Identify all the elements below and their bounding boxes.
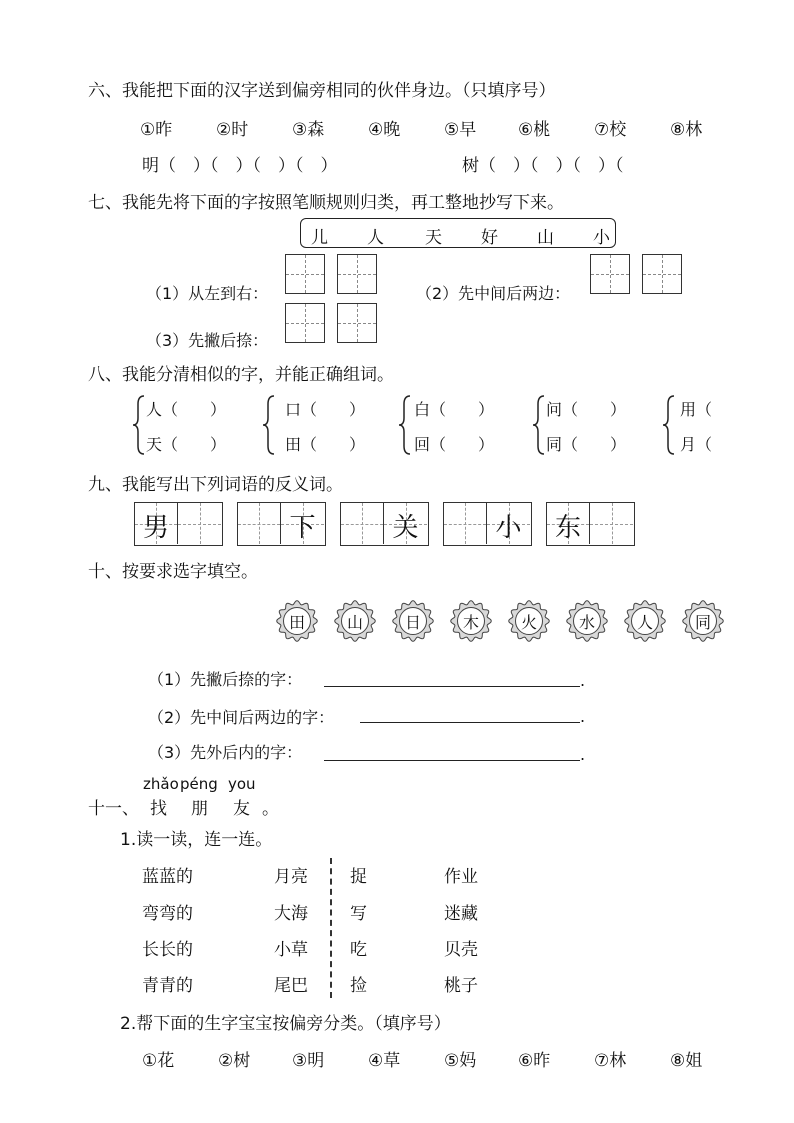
box-char: 东	[554, 513, 581, 543]
badge-char: 木	[462, 613, 479, 632]
char-item: 好	[481, 228, 498, 248]
match-word[interactable]: 作业	[444, 867, 478, 887]
box-char: 下	[289, 513, 316, 543]
char-item: 小	[593, 228, 610, 248]
match-word[interactable]: 月亮	[274, 867, 308, 887]
antonym-box[interactable]	[340, 502, 429, 546]
char-badge	[682, 600, 724, 642]
char-item: 儿	[311, 228, 328, 248]
pinyin: péng	[180, 775, 218, 793]
match-word[interactable]: 大海	[274, 904, 308, 924]
badge-char: 人	[636, 613, 653, 632]
box-char: 关	[392, 513, 419, 543]
char-badge	[392, 600, 434, 642]
brace-icon	[262, 394, 276, 456]
char-item: 天	[425, 228, 442, 248]
box-char: 男	[142, 513, 169, 543]
word-blank[interactable]: 人（ ）	[146, 400, 227, 419]
char-item: 人	[367, 228, 384, 248]
antonym-box[interactable]	[546, 502, 635, 546]
antonym-box[interactable]	[237, 502, 326, 546]
option-item: ②树	[218, 1051, 251, 1071]
match-word[interactable]: 捡	[350, 976, 367, 996]
char-badge	[508, 600, 550, 642]
char-badge	[450, 600, 492, 642]
title-char: 找	[150, 799, 167, 819]
option-item: ①昨	[140, 120, 173, 140]
badge-char: 山	[346, 613, 363, 632]
char-badge	[276, 600, 318, 642]
period: .	[580, 745, 586, 764]
char-item: 山	[537, 228, 554, 248]
writing-grid[interactable]	[285, 303, 325, 343]
match-word[interactable]: 迷藏	[444, 904, 478, 924]
section-7-title: 七、我能先将下面的字按照笔顺规则归类，再工整地抄写下来。	[88, 193, 564, 213]
match-word[interactable]: 蓝蓝的	[142, 867, 193, 887]
prompt-left-to-right: （1）从左到右：	[146, 284, 269, 303]
option-item: ⑦校	[594, 120, 627, 140]
match-word[interactable]: 捉	[350, 867, 367, 887]
match-word[interactable]: 弯弯的	[142, 904, 193, 924]
option-item: ⑧姐	[670, 1051, 703, 1071]
option-item: ④草	[368, 1051, 401, 1071]
char-badge	[566, 600, 608, 642]
answer-line[interactable]	[324, 760, 580, 761]
brace-icon	[662, 394, 676, 456]
title-char: 朋	[191, 799, 208, 819]
title-period: 。	[262, 799, 279, 819]
section-11-number: 十一、	[88, 799, 139, 819]
badge-char: 火	[520, 613, 537, 632]
option-item: ⑧林	[670, 120, 703, 140]
badge-char: 同	[694, 613, 711, 632]
option-item: ⑤早	[444, 120, 477, 140]
section-8-title: 八、我能分清相似的字，并能正确组词。	[88, 365, 394, 385]
period: .	[580, 671, 586, 690]
section-9-title: 九、我能写出下列词语的反义词。	[88, 475, 343, 495]
option-item: ④晚	[368, 120, 401, 140]
prompt-outside-first-chars: （3）先外后内的字：	[148, 743, 303, 762]
match-word[interactable]: 青青的	[142, 976, 193, 996]
match-word[interactable]: 长长的	[142, 940, 193, 960]
option-item: ②时	[216, 120, 249, 140]
option-item: ③明	[292, 1051, 325, 1071]
char-badge	[624, 600, 666, 642]
badge-char: 日	[404, 613, 421, 632]
word-blank[interactable]: 天（ ）	[146, 435, 227, 454]
ming-answer-row[interactable]: 明（ ）（ ）（ ）（ ）	[142, 156, 338, 176]
section-10-title: 十、按要求选字填空。	[88, 562, 258, 582]
match-word[interactable]: 吃	[350, 940, 367, 960]
match-word[interactable]: 桃子	[444, 976, 478, 996]
brace-icon	[132, 394, 146, 456]
prompt-pie-then-na: （3）先撇后捺：	[146, 331, 269, 350]
badge-char: 田	[288, 613, 305, 632]
prompt-middle-first-chars: （2）先中间后两边的字：	[148, 708, 335, 727]
char-badge	[334, 600, 376, 642]
pinyin: you	[228, 775, 256, 793]
section-6-title: 六、我能把下面的汉字送到偏旁相同的伙伴身边。（只填序号）	[88, 81, 556, 101]
option-item: ⑥昨	[518, 1051, 551, 1071]
answer-line[interactable]	[360, 722, 580, 723]
word-blank[interactable]: 口（ ）	[285, 400, 366, 419]
box-char: 小	[495, 513, 522, 543]
period: .	[580, 707, 586, 726]
sub-question-2: 2.帮下面的生字宝宝按偏旁分类。（填序号）	[120, 1014, 451, 1034]
match-word[interactable]: 贝壳	[444, 940, 478, 960]
word-blank[interactable]: 用（	[680, 400, 713, 419]
antonym-box[interactable]	[443, 502, 532, 546]
word-blank[interactable]: 白（ ）	[414, 400, 495, 419]
writing-grid[interactable]	[337, 254, 377, 294]
antonym-box[interactable]	[134, 502, 223, 546]
prompt-middle-first: （2）先中间后两边：	[416, 284, 571, 303]
option-item: ③森	[292, 120, 325, 140]
writing-grid[interactable]	[285, 254, 325, 294]
word-blank[interactable]: 回（ ）	[414, 435, 495, 454]
shu-answer-row[interactable]: 树（ ）（ ）（ ）（	[462, 156, 624, 176]
divider	[330, 858, 332, 998]
word-blank[interactable]: 田（ ）	[285, 435, 366, 454]
badge-char: 水	[578, 613, 595, 632]
word-blank[interactable]: 问（ ）	[546, 400, 627, 419]
option-item: ⑦林	[594, 1051, 627, 1071]
writing-grid[interactable]	[590, 254, 630, 294]
pinyin: zhǎo	[143, 775, 179, 793]
writing-grid[interactable]	[642, 254, 682, 294]
word-blank[interactable]: 月（	[680, 435, 713, 454]
match-word[interactable]: 写	[350, 904, 367, 924]
prompt-pie-na-chars: （1）先撇后捺的字：	[148, 670, 303, 689]
answer-line[interactable]	[324, 686, 580, 687]
writing-grid[interactable]	[337, 303, 377, 343]
match-word[interactable]: 尾巴	[274, 976, 308, 996]
brace-icon	[398, 394, 412, 456]
match-word[interactable]: 小草	[274, 940, 308, 960]
word-blank[interactable]: 同（ ）	[546, 435, 627, 454]
title-char: 友	[233, 799, 250, 819]
option-item: ①花	[142, 1051, 175, 1071]
char-box	[300, 218, 616, 248]
option-item: ⑤妈	[444, 1051, 477, 1071]
sub-question-1: 1.读一读，连一连。	[120, 830, 273, 850]
brace-icon	[532, 394, 546, 456]
option-item: ⑥桃	[518, 120, 551, 140]
